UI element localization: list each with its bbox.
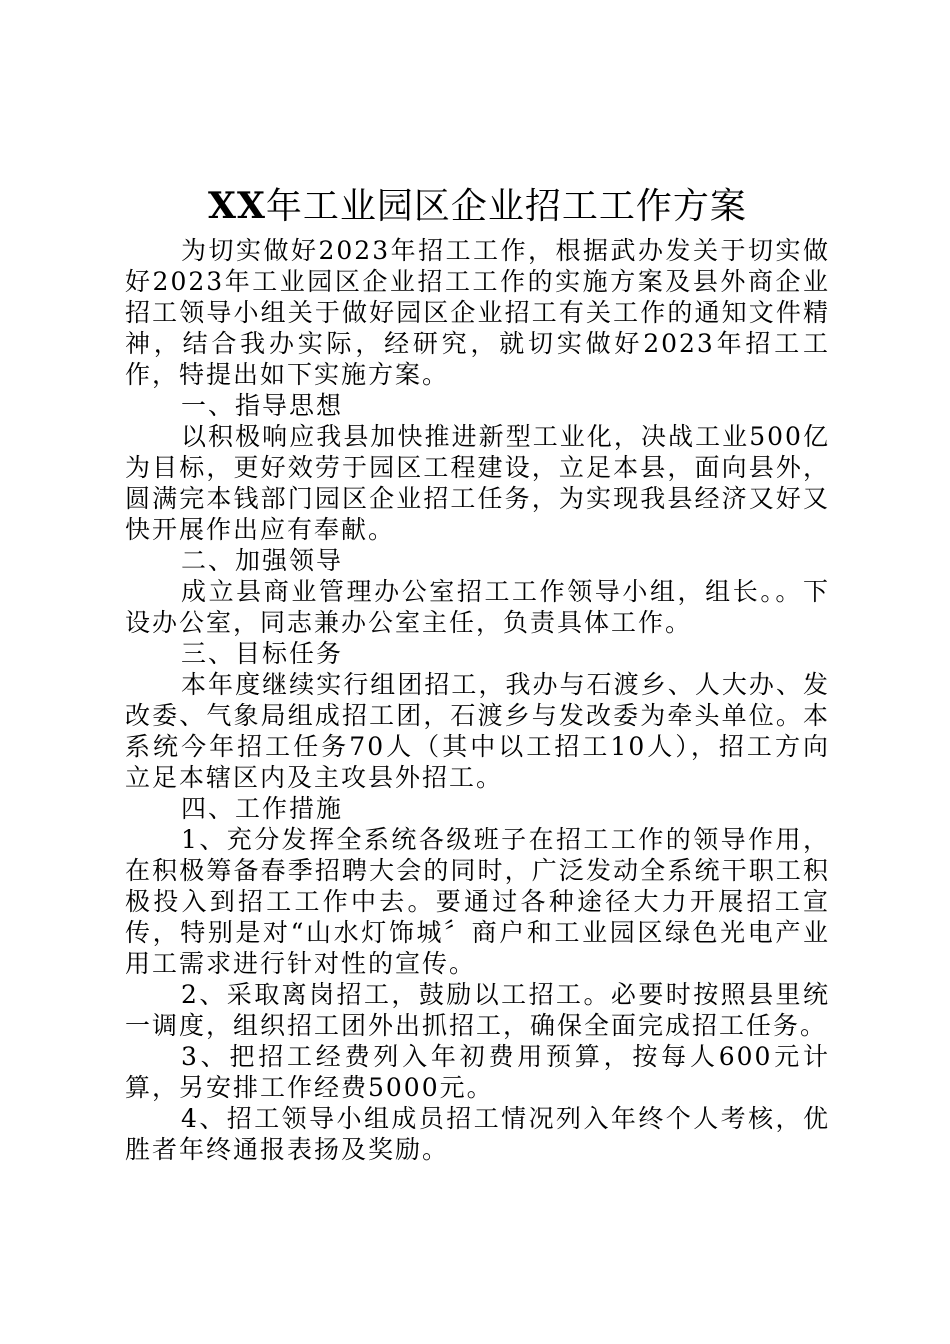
document-page xyxy=(125,180,830,1165)
measure-item: 3、把招工经费列入年初费用预算，按每人600元计算，另安排工作经费5000元。 xyxy=(125,1042,830,1102)
leadership-paragraph: 成立县商业管理办公室招工工作领导小组，组长。。下设办公室，同志兼办公室主任，负责具体工作。 xyxy=(125,577,830,637)
measure-item: 2、采取离岗招工，鼓励以工招工。必要时按照县里统一调度，组织招工团外出抓招工，确保全面完成招工任务。 xyxy=(125,980,830,1040)
section-heading-guiding-thought: 一、指导思想 xyxy=(181,391,344,420)
measure-item: 1、充分发挥全系统各级班子在招工工作的领导作用，在积极筹备春季招聘大会的同时，广泛发动全系统干职工积极投入到招工工作中去。要通过各种途径大力开展招工宣传，特别是对“山水灯饰城〞商户和工业园区绿色光电产业用工需求进行针对性的宣传。 xyxy=(125,825,830,978)
section-heading-goals: 三、目标任务 xyxy=(181,639,344,668)
section-heading-leadership: 二、加强领导 xyxy=(181,546,344,575)
section-heading-measures: 四、工作措施 xyxy=(181,794,344,823)
document-title xyxy=(125,180,830,233)
title-prefix: XX xyxy=(208,185,266,227)
title-text: 年工业园区企业招工工作方案 xyxy=(265,186,747,227)
measure-item: 4、招工领导小组成员招工情况列入年终个人考核，优胜者年终通报表扬及奖励。 xyxy=(125,1104,830,1164)
guiding-thought-paragraph: 以积极响应我县加快推进新型工业化，决战工业500亿为目标，更好效劳于园区工程建设，立足本县，面向县外，圆满完本钱部门园区企业招工任务，为实现我县经济又好又快开展作出应有奉献。 xyxy=(125,422,830,544)
intro-paragraph: 为切实做好2023年招工工作，根据武办发关于切实做好2023年工业园区企业招工工作的实施方案及县外商企业招工领导小组关于做好园区企业招工有关工作的通知文件精神，结合我办实际，经研究，就切实做好2023年招工工作，特提出如下实施方案。 xyxy=(125,236,830,389)
goals-paragraph: 本年度继续实行组团招工，我办与石渡乡、人大办、发改委、气象局组成招工团，石渡乡与发改委为牵头单位。本系统今年招工任务70人（其中以工招工10人），招工方向立足本辖区内及主攻县外招工。 xyxy=(125,670,830,792)
